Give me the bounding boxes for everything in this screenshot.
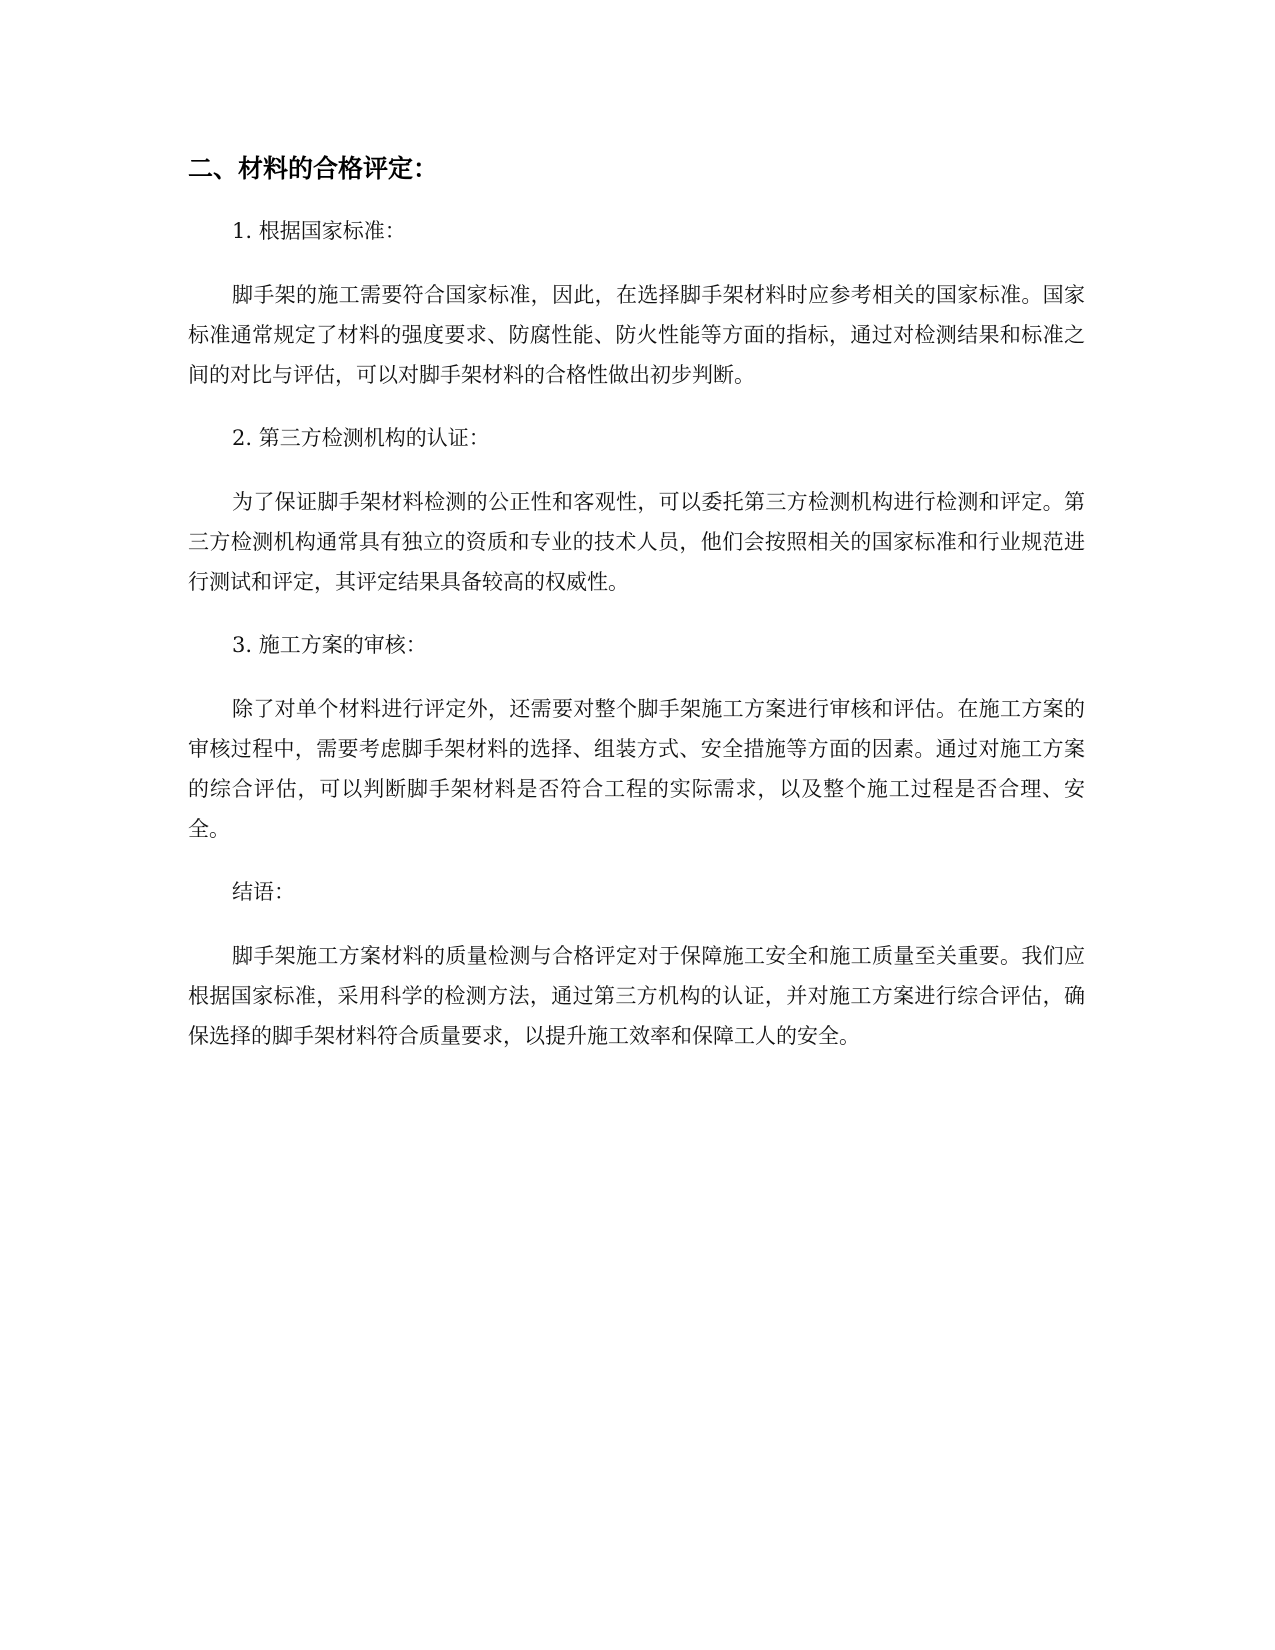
item-1-body: 脚手架的施工需要符合国家标准，因此，在选择脚手架材料时应参考相关的国家标准。国家标准通常规定了材料的强度要求、防腐性能、防火性能等方面的指标，通过对检测结果和标准之间的对比与评估，可以对脚手架材料的合格性做出初步判断。 (188, 283, 1085, 387)
section-heading: 二、材料的合格评定： (188, 154, 439, 183)
item-1-heading: 1. 根据国家标准： (232, 219, 406, 243)
document-content (188, 150, 1085, 1056)
item-2-heading: 2. 第三方检测机构的认证： (232, 426, 490, 450)
item-3-body: 除了对单个材料进行评定外，还需要对整个脚手架施工方案进行审核和评估。在施工方案的审核过程中，需要考虑脚手架材料的选择、组装方式、安全措施等方面的因素。通过对施工方案的综合评估，可以判断脚手架材料是否符合工程的实际需求，以及整个施工过程是否合理、安全。 (188, 697, 1085, 841)
conclusion-heading: 结语： (232, 880, 295, 904)
item-2-body: 为了保证脚手架材料检测的公正性和客观性，可以委托第三方检测机构进行检测和评定。第三方检测机构通常具有独立的资质和专业的技术人员，他们会按照相关的国家标准和行业规范进行测试和评定，其评定结果具备较高的权威性。 (188, 490, 1085, 594)
item-3-heading: 3. 施工方案的审核： (232, 633, 427, 657)
conclusion-body: 脚手架施工方案材料的质量检测与合格评定对于保障施工安全和施工质量至关重要。我们应根据国家标准，采用科学的检测方法，通过第三方机构的认证，并对施工方案进行综合评估，确保选择的脚手架材料符合质量要求，以提升施工效率和保障工人的安全。 (188, 944, 1085, 1048)
